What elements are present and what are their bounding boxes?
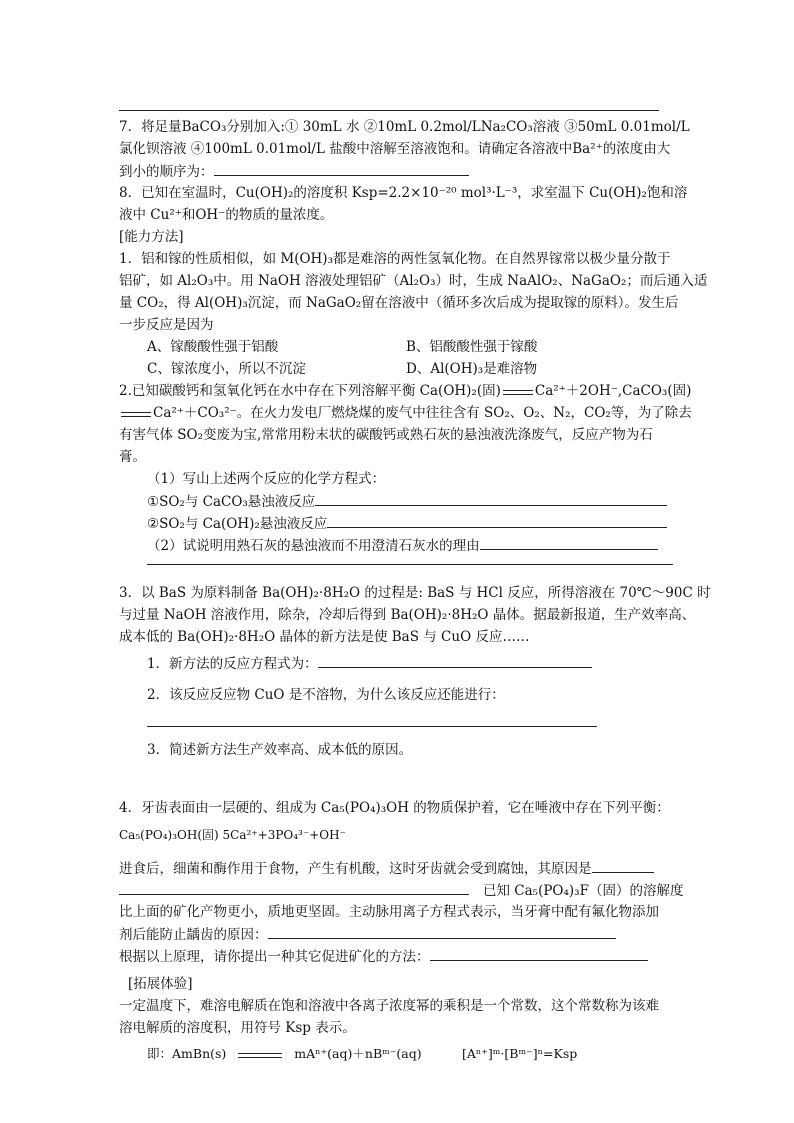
p1-line4: 一步反应是因为 — [119, 317, 214, 333]
expand-heading: [拓展体验] — [128, 976, 193, 992]
p1-option-d[interactable]: D、Al(OH)₃是难溶物 — [406, 361, 538, 377]
p1-option-c[interactable]: C、镓浓度小，所以不沉淀 — [147, 361, 306, 377]
p2-sub2: （2）试说明用熟石灰的悬浊液而不用澄清石灰水的理由 — [147, 537, 658, 554]
p2-sub1b-blank[interactable] — [327, 515, 667, 528]
p2-sub1a-blank[interactable] — [315, 493, 667, 506]
p2-sub1a: ①SO₂与 CaCO₃悬浊液反应 — [147, 493, 667, 510]
expand-line1: 一定温度下，难溶电解质在饱和溶液中各离子浓度幂的乘积是一个常数，这个常数称为该难 — [119, 998, 659, 1014]
p3-sub2: 2．该反应反应物 CuO 是不溶物，为什么该反应还能进行： — [147, 687, 505, 703]
q7-line2: 氯化钡溶液 ④100mL 0.01mol/L 盐酸中溶解至溶液饱和。请确定各溶液中Ba²⁺的浓度由大 — [119, 141, 671, 157]
q7-line1: 7．将足量BaCO₃分别加入:① 30mL 水 ②10mL 0.2mol/LNa₂CO₃溶液 ③50mL 0.01mol/L — [119, 119, 690, 135]
p2-line4: 膏。 — [119, 449, 146, 465]
top-answer-line — [119, 110, 659, 111]
ksp-expression: [Aⁿ⁺]ᵐ·[Bᵐ⁻]ⁿ=Ksp — [462, 1046, 578, 1061]
p1-option-b[interactable]: B、铝酸酸性强于镓酸 — [406, 339, 538, 355]
p4-reason-blank[interactable] — [592, 860, 654, 873]
p4-line3: 进食后，细菌和酶作用于食物，产生有机酸，这时牙齿就会受到腐蚀，其原因是 — [119, 860, 654, 877]
p4-line7: 根据以上原理，请你提出一种其它促进矿化的方法： — [119, 948, 648, 965]
p1-line3: 量 CO₂，得 Al(OH)₃沉淀，而 NaGaO₂留在溶液中（循环多次后成为提取镓的原料）。发生后 — [119, 295, 679, 311]
p2-sub1: （1）写山上述两个反应的化学方程式： — [147, 471, 386, 487]
p3-line1: 3．以 BaS 为原料制备 Ba(OH)₂·8H₂O 的过程是: BaS 与 HCl 反应，所得溶液在 70℃～90C 时 — [119, 585, 711, 601]
p4-method-blank[interactable] — [430, 948, 648, 961]
q8-line1: 8．已知在室温时，Cu(OH)₂的溶度积 Ksp=2.2×10⁻²⁰ mol³·L⁻³，求室温下 Cu(OH)₂饱和溶 — [119, 185, 688, 201]
p1-line1: 1．铝和镓的性质相似，如 M(OH)₃都是难溶的两性氢氧化物。在自然界镓常以极少量分散于 — [119, 251, 671, 267]
p3-line2: 与过量 NaOH 溶液作用，除杂，冷却后得到 Ba(OH)₂·8H₂O 晶体。据最新报道，生产效率高、 — [119, 607, 696, 623]
p2-sub2-line2[interactable] — [147, 564, 673, 565]
p2-sub2-blank[interactable] — [480, 537, 658, 550]
ability-heading: [能力方法] — [119, 229, 184, 245]
q8-line2: 液中 Cu²⁺和OH⁻的物质的量浓度。 — [119, 207, 334, 223]
q7-answer-blank[interactable] — [214, 163, 469, 176]
p4-line6: 剂后能防止龋齿的原因： — [119, 926, 616, 943]
p3-sub1-blank[interactable] — [318, 655, 592, 668]
expand-line2: 溶电解质的溶度积，用符号 Ksp 表示。 — [119, 1020, 356, 1036]
p3-sub1: 1．新方法的反应方程式为： — [147, 655, 592, 672]
p3-sub2-line[interactable] — [147, 726, 597, 727]
p2-line1: 2.已知碳酸钙和氢氧化钙在水中存在下列溶解平衡 Ca(OH)₂(固) Ca²⁺＋2OH⁻,CaCO₃(固) — [119, 383, 692, 399]
p1-line2: 铝矿，如 Al₂O₃中。用 NaOH 溶液处理铝矿（Al₂O₃）时，生成 NaAlO₂、NaGaO₂；而后通入适 — [119, 273, 708, 289]
p4-equation: Ca₅(PO₄)₃OH(固) 5Ca²⁺+3PO₄³⁻+OH⁻ — [119, 828, 346, 842]
p2-line2: Ca²⁺＋CO₃²⁻。在火力发电厂燃烧煤的废气中往往含有 SO₂、O₂、N₂，CO₂等，为了除去 — [119, 405, 692, 421]
expand-equation: 即：AmBn(s) mAⁿ⁺(aq)＋nBᵐ⁻(aq) — [147, 1046, 422, 1061]
p1-option-a[interactable]: A、镓酸酸性强于铝酸 — [147, 339, 279, 355]
equilibrium-arrow-icon — [238, 1050, 282, 1060]
p4-line5: 比上面的矿化产物更小，质地更坚固。主动脉用离子方程式表示，当牙膏中配有氟化物添加 — [119, 904, 659, 920]
q7-line3: 到小的顺序为： — [119, 163, 469, 180]
p4-fluoride-blank[interactable] — [268, 926, 616, 939]
p3-sub3: 3．简述新方法生产效率高、成本低的原因。 — [147, 742, 413, 758]
p3-line3: 成本低的 Ba(OH)₂·8H₂O 晶体的新方法是使 BaS 与 CuO 反应…… — [119, 629, 530, 645]
equilibrium-arrow-icon — [121, 409, 151, 419]
equilibrium-arrow-icon — [503, 387, 533, 397]
p4-reason-blank-2[interactable] — [119, 882, 469, 895]
p4-line4: 已知 Ca₅(PO₄)₃F（固）的溶解度 — [119, 882, 683, 899]
p2-line3: 有害气体 SO₂变废为宝,常常用粉末状的碳酸钙或熟石灰的悬浊液洗涤废气，反应产物为石 — [119, 427, 653, 443]
p4-line1: 4．牙齿表面由一层硬的、组成为 Ca₅(PO₄)₃OH 的物质保护着，它在唾液中存在下列平衡： — [119, 800, 670, 816]
p2-sub1b: ②SO₂与 Ca(OH)₂悬浊液反应 — [147, 515, 667, 532]
